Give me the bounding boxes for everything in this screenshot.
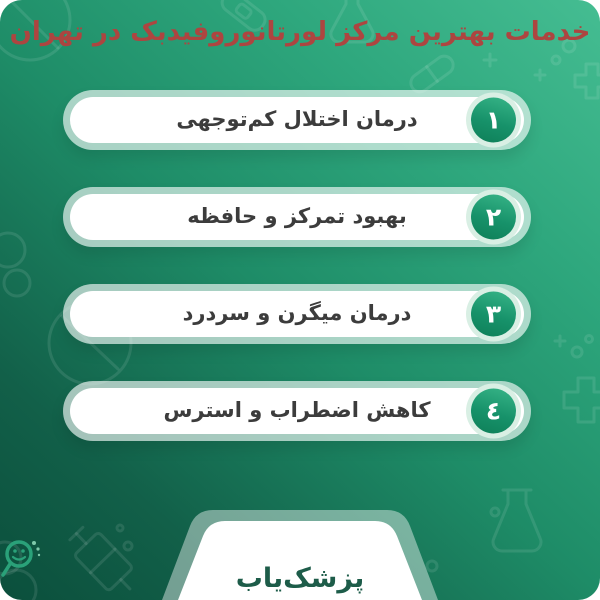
cross-icon xyxy=(564,378,600,422)
service-number-badge: ۲ xyxy=(471,195,516,240)
plus-icon xyxy=(555,336,565,346)
brand-logo-text: پزشک‌یاب xyxy=(235,563,365,594)
brand-logo xyxy=(0,565,600,592)
service-item-2 xyxy=(63,187,531,247)
service-item-1 xyxy=(63,90,531,150)
plus-icon xyxy=(484,54,545,80)
service-item-body xyxy=(70,97,524,143)
service-item-4 xyxy=(63,381,531,441)
service-item-body xyxy=(70,291,524,337)
service-label: درمان اختلال کم‌توجهی xyxy=(176,107,418,131)
service-item-body xyxy=(70,388,524,434)
service-item-3 xyxy=(63,284,531,344)
service-number-badge: ٤ xyxy=(471,389,516,434)
capsule-icon xyxy=(407,53,456,96)
stethoscope-icon xyxy=(0,233,30,296)
service-label: بهبود تمرکز و حافظه xyxy=(187,204,407,228)
dot-circle-icon xyxy=(572,336,593,358)
service-label: درمان میگرن و سردرد xyxy=(182,301,412,325)
magnifier-smiley-icon xyxy=(0,537,42,583)
service-label: کاهش اضطراب و استرس xyxy=(163,398,431,422)
footer-logo-tab xyxy=(0,500,600,600)
service-number-badge: ۱ xyxy=(471,98,516,143)
service-number-badge: ۳ xyxy=(471,292,516,337)
cross-icon xyxy=(575,64,600,98)
page-title: خدمات بهترین مرکز لورتانوروفیدبک در تهران xyxy=(9,17,591,47)
service-item-body xyxy=(70,194,524,240)
